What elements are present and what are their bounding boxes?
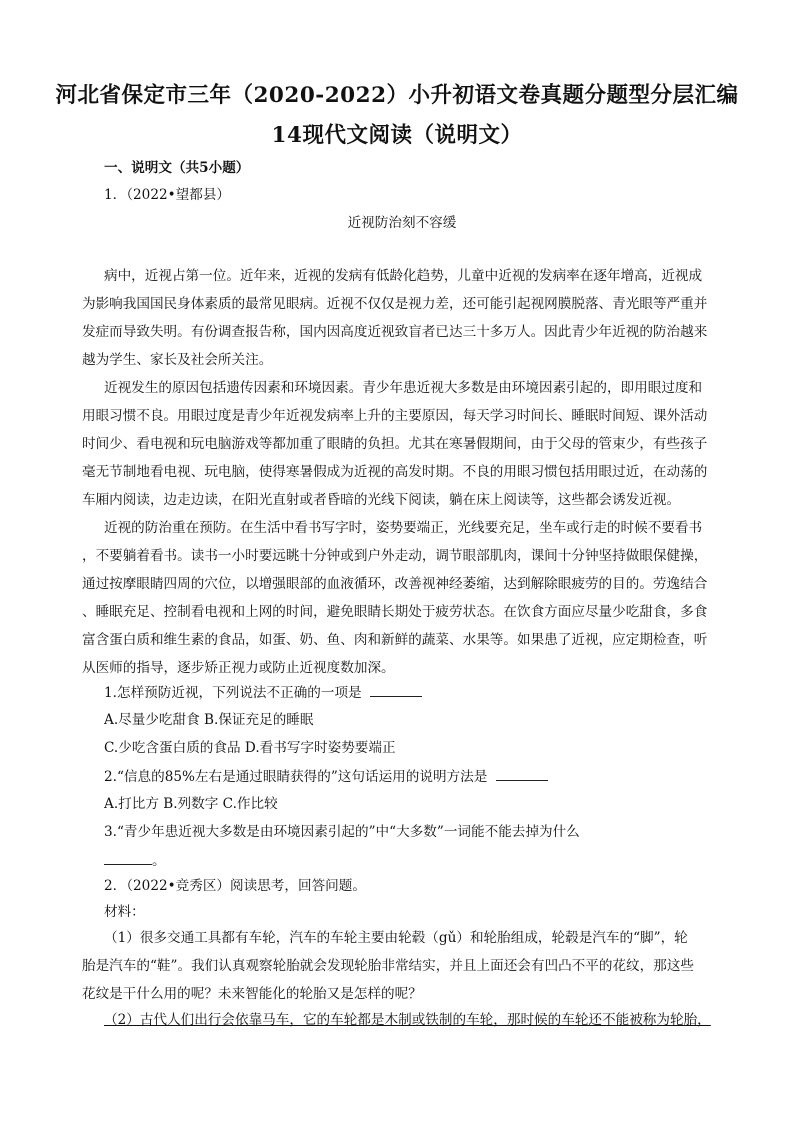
paragraph-line: 富含蛋白质和维生素的食品，如蛋、奶、鱼、肉和新鲜的蔬菜、水果等。如果患了近视，应定期检查，听 xyxy=(82,632,708,648)
paragraph-line: 发症而导致失明。有份调查报告称，国内因高度近视致盲者已达三十多万人。因此青少年近视的防治越来 xyxy=(82,324,708,340)
subquestion-3: 3.“青少年患近视大多数是由环境因素引起的”中“大多数”一词能不能去掉为什么 xyxy=(104,824,580,840)
subquestion-2 xyxy=(104,768,744,785)
paragraph-line: 、睡眠充足、控制看电视和上网的时间，避免眼睛长期处于疲劳状态。在饮食方面应尽量少吃甜食，多食 xyxy=(82,604,708,620)
paragraph-line: 毫无节制地看电视、玩电脑，使得寒暑假成为近视的高发时期。不良的用眼习惯包括用眼过近，在动荡的 xyxy=(82,464,708,480)
paragraph-line: 时间少、看电视和玩电脑游戏等都加重了眼睛的负担。尤其在寒暑假期间，由于父母的管束少，有些孩子 xyxy=(82,436,708,452)
paragraph-line: 花纹是干什么用的呢？未来智能化的轮胎又是怎样的呢？ xyxy=(82,986,422,1002)
subquestion-1 xyxy=(104,684,744,701)
paragraph-line: （1）很多交通工具都有车轮，汽车的车轮主要由轮毂（gǔ）和轮胎组成，轮毂是汽车的“脚”，轮 xyxy=(104,930,688,946)
paragraph-line: 为影响我国国民身体素质的最常见眼病。近视不仅仅是视力差，还可能引起视网膜脱落、青光眼等严重并 xyxy=(82,296,708,312)
page-title-line1: 河北省保定市三年（2020-2022）小升初语文卷真题分题型分层汇编 xyxy=(55,83,739,108)
subquestion-2-options: A.打比方 B.列数字 C.作比较 xyxy=(104,796,278,812)
paragraph-line: 越为学生、家长及社会所关注。 xyxy=(82,352,273,368)
subquestion-1-options-a: A.尽量少吃甜食 B.保证充足的睡眠 xyxy=(104,712,314,728)
subquestion-1-text: 1.怎样预防近视，下列说法不正确的一项是 xyxy=(104,685,362,701)
paragraph-line: 近视发生的原因包括遗传因素和环境因素。青少年患近视大多数是由环境因素引起的，即用眼过度和 xyxy=(104,380,703,396)
paragraph-line: 近视的防治重在预防。在生活中看书写字时，姿势要端正，光线要充足，坐车或行走的时候不要看书 xyxy=(104,520,703,536)
paragraph-line: 从医师的指导，逐步矫正视力或防止近视度数加深。 xyxy=(82,660,395,676)
question1-source: 1．（2022•望都县） xyxy=(104,187,231,203)
paragraph-line: 车厢内阅读，边走边读，在阳光直射或者昏暗的光线下阅读，躺在床上阅读等，这些都会诱发近视。 xyxy=(82,492,681,508)
question2-source: 2．（2022•竞秀区）阅读思考，回答问题。 xyxy=(104,878,366,894)
material-label: 材料： xyxy=(104,904,145,920)
subquestion-3-end: 。 xyxy=(152,853,166,869)
paragraph-line: 用眼习惯不良。用眼过度是青少年近视发病率上升的主要原因，每天学习时间长、睡眠时间短、课外活动 xyxy=(82,408,708,424)
answer-blank[interactable] xyxy=(496,768,548,781)
section-heading: 一、说明文（共5小题） xyxy=(104,160,250,176)
answer-blank[interactable] xyxy=(104,852,152,865)
page-title-line2: 14现代文阅读（说明文） xyxy=(271,123,523,148)
answer-blank[interactable] xyxy=(370,684,422,697)
paragraph-line: 通过按摩眼睛四周的穴位，以增强眼部的血液循环，改善视神经萎缩，达到解除眼疲劳的目的。劳逸结合 xyxy=(82,576,708,592)
paragraph-line: 病中，近视占第一位。近年来，近视的发病有低龄化趋势，儿童中近视的发病率在逐年增高，近视成 xyxy=(104,268,703,284)
paragraph-line-underlined: （2）古代人们出行会依靠马车，它的车轮都是木制或铁制的车轮，那时候的车轮还不能被称为轮胎， xyxy=(104,1012,711,1028)
paragraph-line: 胎是汽车的“鞋”。我们认真观察轮胎就会发现轮胎非常结实，并且上面还会有凹凸不平的花纹，那这些 xyxy=(82,958,695,974)
article-title: 近视防治刻不容缓 xyxy=(347,215,457,231)
paragraph-line: ，不要躺着看书。读书一小时要远眺十分钟或到户外走动，调节眼部肌肉，课间十分钟坚持做眼保健操， xyxy=(82,548,708,564)
subquestion-3-answer-line xyxy=(104,852,744,869)
subquestion-1-options-c: C.少吃含蛋白质的食品 D.看书写字时姿势要端正 xyxy=(104,740,396,756)
subquestion-2-text: 2.“信息的85%左右是通过眼睛获得的”这句话运用的说明方法是 xyxy=(104,769,488,785)
